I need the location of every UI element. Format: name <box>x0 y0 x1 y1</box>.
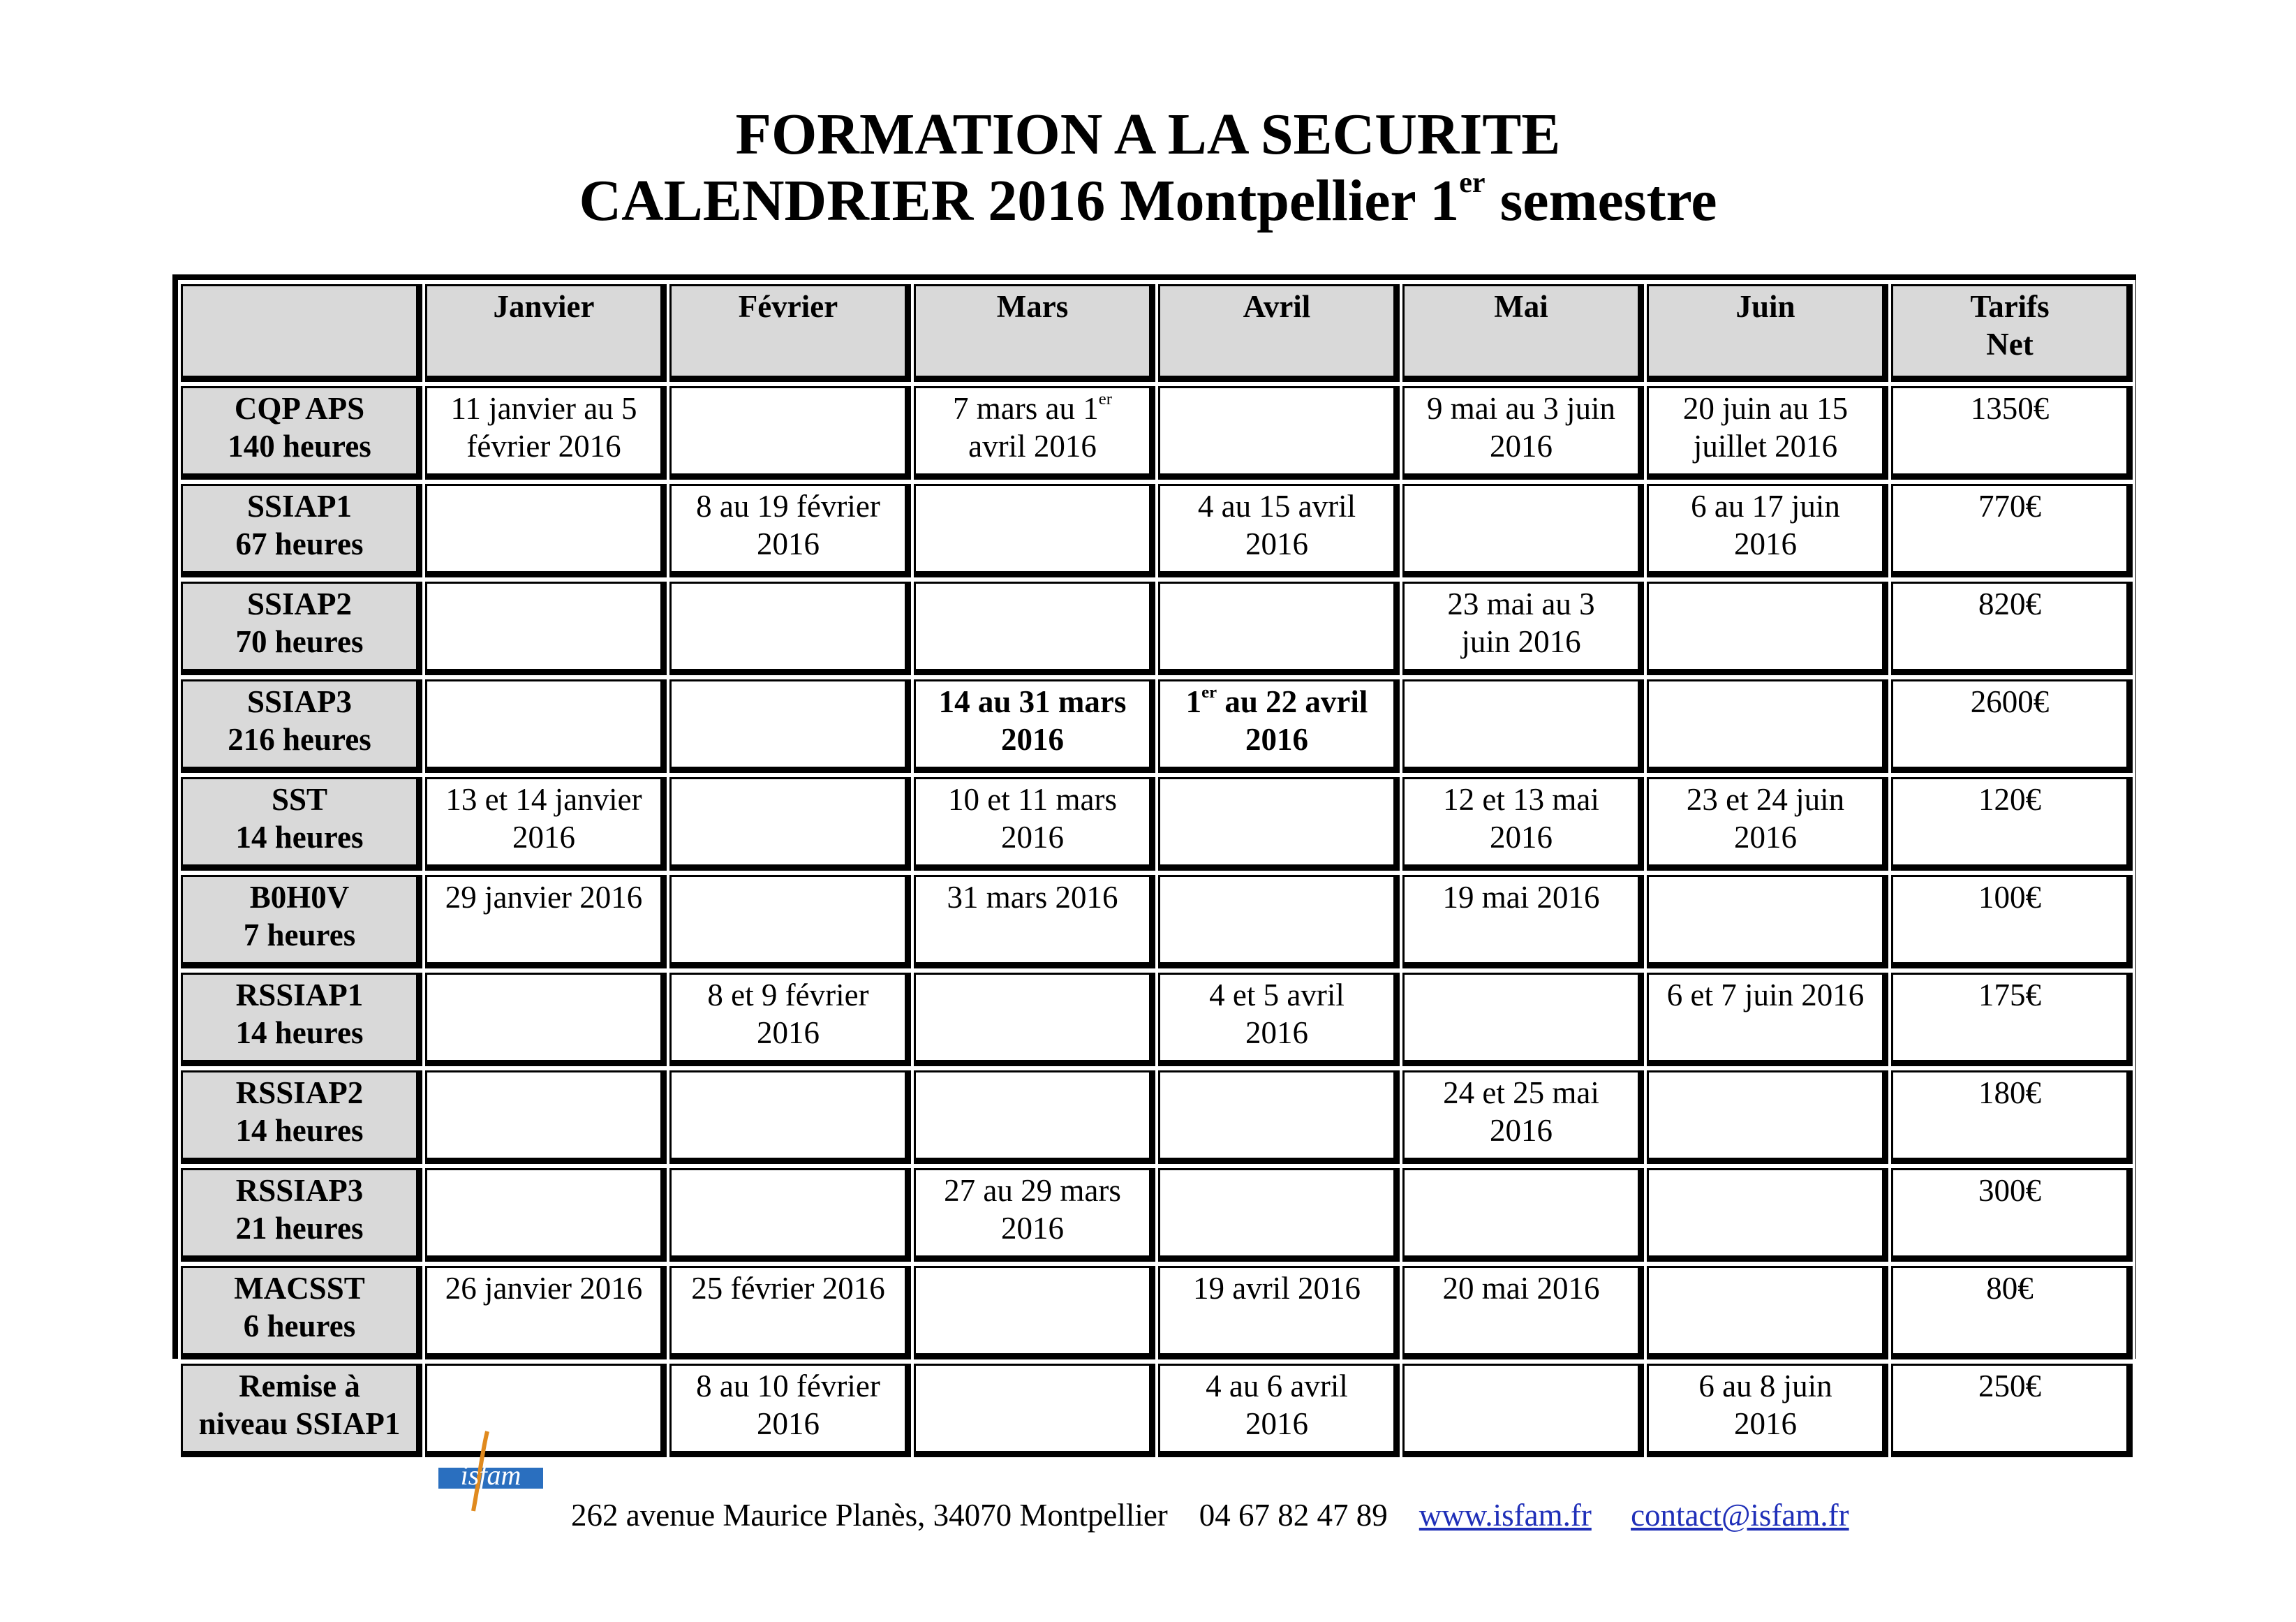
table-row <box>181 875 2133 968</box>
session-cell <box>1158 777 1400 871</box>
session-cell <box>425 1266 667 1359</box>
calendar-table-frame <box>172 274 2136 1441</box>
session-cell <box>1402 679 1644 773</box>
session-cell <box>669 386 911 480</box>
session-cell <box>1402 1266 1644 1359</box>
cell-text: Avril <box>1243 289 1311 324</box>
cell-text: 770€ <box>1978 489 2041 524</box>
cell-text: 80€ <box>1986 1271 2034 1306</box>
session-cell <box>425 777 667 871</box>
cell-text: 175€ <box>1978 978 2041 1012</box>
session-cell <box>669 484 911 577</box>
session-dates <box>1409 390 1634 465</box>
course-label <box>181 973 422 1066</box>
session-cell <box>914 777 1155 871</box>
cell-text: CQP APS 140 heures <box>228 391 371 464</box>
cell-text: 180€ <box>1978 1075 2041 1110</box>
course-label <box>181 1266 422 1359</box>
session-cell <box>914 386 1155 480</box>
cell-text: Mai <box>1494 289 1548 324</box>
session-cell <box>669 973 911 1066</box>
course-label <box>181 484 422 577</box>
session-cell <box>1158 582 1400 675</box>
subtitle-text: CALENDRIER 2016 Montpellier 1 <box>579 168 1460 233</box>
session-dates-text: 12 et 13 mai 2016 <box>1443 782 1599 855</box>
session-cell <box>425 582 667 675</box>
session-dates <box>1409 585 1634 661</box>
session-dates-text: 19 mai 2016 <box>1442 880 1600 915</box>
session-cell <box>1647 484 1888 577</box>
price-cell <box>1891 679 2133 773</box>
session-dates <box>1164 1367 1389 1443</box>
session-cell <box>1402 386 1644 480</box>
column-header <box>1158 284 1400 382</box>
column-header <box>181 284 422 382</box>
session-dates <box>1164 976 1389 1052</box>
session-dates <box>920 683 1145 758</box>
session-cell <box>1158 1266 1400 1359</box>
session-cell <box>425 484 667 577</box>
session-dates <box>431 878 656 916</box>
session-cell <box>425 875 667 968</box>
session-dates <box>1164 1269 1389 1307</box>
price-cell <box>1891 582 2133 675</box>
column-header <box>1891 284 2133 382</box>
document-title: FORMATION A LA SECURITE <box>735 102 1561 167</box>
session-dates <box>431 390 656 465</box>
session-dates-text: 4 au 6 avril 2016 <box>1206 1369 1348 1441</box>
session-dates-superscript: er <box>1201 682 1217 702</box>
session-cell <box>914 679 1155 773</box>
session-dates-text: 6 au 8 juin 2016 <box>1698 1369 1832 1441</box>
session-dates-text: 23 et 24 juin 2016 <box>1686 782 1845 855</box>
cell-text: SSIAP1 67 heures <box>235 489 364 561</box>
session-dates-suffix: avril 2016 <box>968 429 1097 464</box>
table-row <box>181 1070 2133 1164</box>
cell-text: RSSIAP2 14 heures <box>235 1075 364 1148</box>
price-cell <box>1891 973 2133 1066</box>
session-cell <box>1647 386 1888 480</box>
session-dates <box>1653 390 1878 465</box>
cell-text: 100€ <box>1978 880 2041 915</box>
calendar-table <box>178 280 2135 1461</box>
session-dates-text: 20 juin au 15 juillet 2016 <box>1682 391 1849 464</box>
cell-text: MACSST 6 heures <box>234 1271 365 1343</box>
session-cell <box>1402 1364 1644 1457</box>
session-dates <box>1653 781 1878 856</box>
session-dates <box>1653 487 1878 563</box>
session-cell <box>1402 875 1644 968</box>
session-cell <box>1158 1364 1400 1457</box>
session-dates <box>676 1269 901 1307</box>
session-cell <box>669 875 911 968</box>
column-header <box>1402 284 1644 382</box>
session-dates-text: 9 mai au 3 juin 2016 <box>1427 391 1615 464</box>
subtitle-superscript: er <box>1459 167 1486 200</box>
session-dates <box>920 390 1145 465</box>
header-row <box>181 284 2133 382</box>
session-cell <box>1647 1266 1888 1359</box>
cell-text: B0H0V 7 heures <box>243 880 356 952</box>
table-row <box>181 973 2133 1066</box>
course-label <box>181 777 422 871</box>
session-cell <box>1158 1070 1400 1164</box>
session-cell <box>669 1266 911 1359</box>
session-cell <box>1158 1168 1400 1262</box>
cell-text: SST 14 heures <box>235 782 364 855</box>
session-dates-text: 4 au 15 avril 2016 <box>1197 489 1356 561</box>
table-row <box>181 386 2133 480</box>
session-cell <box>914 484 1155 577</box>
price-cell <box>1891 386 2133 480</box>
table-row <box>181 1266 2133 1359</box>
session-cell <box>669 582 911 675</box>
course-label <box>181 679 422 773</box>
column-header <box>1647 284 1888 382</box>
cell-text: 120€ <box>1978 782 2041 817</box>
session-cell <box>425 973 667 1066</box>
cell-text: 250€ <box>1978 1369 2041 1403</box>
price-cell <box>1891 1070 2133 1164</box>
session-cell <box>1158 484 1400 577</box>
course-label <box>181 1168 422 1262</box>
session-cell <box>669 1364 911 1457</box>
cell-text: SSIAP3 216 heures <box>228 684 371 757</box>
cell-text: 300€ <box>1978 1173 2041 1208</box>
session-cell <box>1158 973 1400 1066</box>
session-cell <box>1158 875 1400 968</box>
footer-website-link[interactable]: www.isfam.fr <box>1419 1498 1592 1533</box>
price-cell <box>1891 1266 2133 1359</box>
session-cell <box>425 386 667 480</box>
session-dates-superscript: er <box>1098 389 1112 408</box>
session-dates <box>431 781 656 856</box>
cell-text: Remise à niveau SSIAP1 <box>198 1369 401 1441</box>
column-header <box>425 284 667 382</box>
session-dates <box>1409 1074 1634 1149</box>
session-dates <box>920 781 1145 856</box>
table-row <box>181 484 2133 577</box>
session-cell <box>669 679 911 773</box>
price-cell <box>1891 484 2133 577</box>
cell-text: 1350€ <box>1970 391 2050 426</box>
session-cell <box>1158 679 1400 773</box>
cell-text: Tarifs Net <box>1970 289 2050 362</box>
session-cell <box>1402 484 1644 577</box>
cell-text: 2600€ <box>1970 684 2050 719</box>
session-dates-text: 31 mars 2016 <box>947 880 1118 915</box>
session-cell <box>1647 973 1888 1066</box>
price-cell <box>1891 1168 2133 1262</box>
session-dates <box>1164 487 1389 563</box>
session-cell <box>1647 679 1888 773</box>
session-cell <box>669 777 911 871</box>
session-dates-text: 29 janvier 2016 <box>445 880 643 915</box>
course-label <box>181 582 422 675</box>
session-cell <box>914 1266 1155 1359</box>
session-cell <box>914 973 1155 1066</box>
session-cell <box>1647 582 1888 675</box>
session-cell <box>1158 386 1400 480</box>
session-cell <box>669 1168 911 1262</box>
session-dates <box>431 1269 656 1307</box>
course-label <box>181 875 422 968</box>
session-dates-text: 24 et 25 mai 2016 <box>1443 1075 1599 1148</box>
session-cell <box>914 1168 1155 1262</box>
document-subtitle <box>0 166 2296 236</box>
session-cell <box>425 1168 667 1262</box>
session-dates-suffix: au 22 avril 2016 <box>1224 684 1368 757</box>
table-row <box>181 777 2133 871</box>
session-dates-text: 4 et 5 avril 2016 <box>1209 978 1345 1050</box>
session-dates-text: 6 et 7 juin 2016 <box>1666 978 1865 1012</box>
session-cell <box>914 1070 1155 1164</box>
course-label <box>181 1070 422 1164</box>
course-label <box>181 386 422 480</box>
price-cell <box>1891 1364 2133 1457</box>
table-row <box>181 679 2133 773</box>
session-dates <box>1164 683 1389 758</box>
cell-text: Janvier <box>493 289 595 324</box>
session-dates-text: 8 au 19 février 2016 <box>696 489 880 561</box>
session-cell <box>1647 1070 1888 1164</box>
isfam-logo <box>438 1426 543 1515</box>
session-dates-text: 26 janvier 2016 <box>445 1271 643 1306</box>
table-row <box>181 1168 2133 1262</box>
column-header <box>669 284 911 382</box>
footer-phone: 04 67 82 47 89 <box>1199 1498 1388 1533</box>
session-dates-text: 13 et 14 janvier 2016 <box>445 782 642 855</box>
session-cell <box>425 679 667 773</box>
footer <box>571 1494 2177 1536</box>
course-label <box>181 1364 422 1457</box>
footer-email-link[interactable]: contact@isfam.fr <box>1631 1498 1849 1533</box>
session-dates-text: 27 au 29 mars 2016 <box>944 1173 1121 1246</box>
footer-address: 262 avenue Maurice Planès, 34070 Montpellier <box>571 1498 1168 1533</box>
session-dates-text: 20 mai 2016 <box>1442 1271 1600 1306</box>
session-dates <box>1409 781 1634 856</box>
session-dates-text: 8 et 9 février 2016 <box>707 978 869 1050</box>
session-cell <box>1402 1070 1644 1164</box>
column-header <box>914 284 1155 382</box>
session-dates-text: 8 au 10 février 2016 <box>696 1369 880 1441</box>
price-cell <box>1891 875 2133 968</box>
session-dates-text: 1 <box>1185 684 1202 719</box>
subtitle-suffix: semestre <box>1485 168 1717 233</box>
session-cell <box>1647 1364 1888 1457</box>
session-dates <box>1409 1269 1634 1307</box>
session-dates <box>676 976 901 1052</box>
session-cell <box>1402 973 1644 1066</box>
session-cell <box>914 1364 1155 1457</box>
cell-text: Mars <box>996 289 1069 324</box>
session-dates-text: 6 au 17 juin 2016 <box>1691 489 1840 561</box>
logo-text: isfam <box>460 1459 521 1491</box>
session-dates-text: 23 mai au 3 juin 2016 <box>1447 587 1595 659</box>
session-cell <box>1647 875 1888 968</box>
table-row <box>181 582 2133 675</box>
session-dates <box>920 878 1145 916</box>
session-dates <box>676 487 901 563</box>
session-cell <box>425 1070 667 1164</box>
cell-text: 820€ <box>1978 587 2041 621</box>
session-dates <box>1653 976 1878 1014</box>
session-cell <box>1402 1168 1644 1262</box>
cell-text: RSSIAP3 21 heures <box>235 1173 364 1246</box>
session-cell <box>669 1070 911 1164</box>
cell-text: Février <box>738 289 838 324</box>
session-dates-text: 19 avril 2016 <box>1193 1271 1361 1306</box>
session-dates <box>1653 1367 1878 1443</box>
cell-text: RSSIAP1 14 heures <box>235 978 364 1050</box>
session-dates <box>1409 878 1634 916</box>
session-cell <box>1402 582 1644 675</box>
session-dates <box>920 1172 1145 1247</box>
cell-text: Juin <box>1735 289 1795 324</box>
session-cell <box>914 582 1155 675</box>
session-dates-text: 10 et 11 mars 2016 <box>947 782 1118 855</box>
session-cell <box>1402 777 1644 871</box>
session-cell <box>914 875 1155 968</box>
session-dates-text: 11 janvier au 5 février 2016 <box>450 391 637 464</box>
session-dates-text: 7 mars au 1 <box>953 391 1099 426</box>
session-dates-text: 14 au 31 mars 2016 <box>938 684 1127 757</box>
session-dates-text: 25 février 2016 <box>691 1271 885 1306</box>
session-cell <box>1647 777 1888 871</box>
cell-text: SSIAP2 70 heures <box>235 587 364 659</box>
session-cell <box>1647 1168 1888 1262</box>
price-cell <box>1891 777 2133 871</box>
session-dates <box>676 1367 901 1443</box>
